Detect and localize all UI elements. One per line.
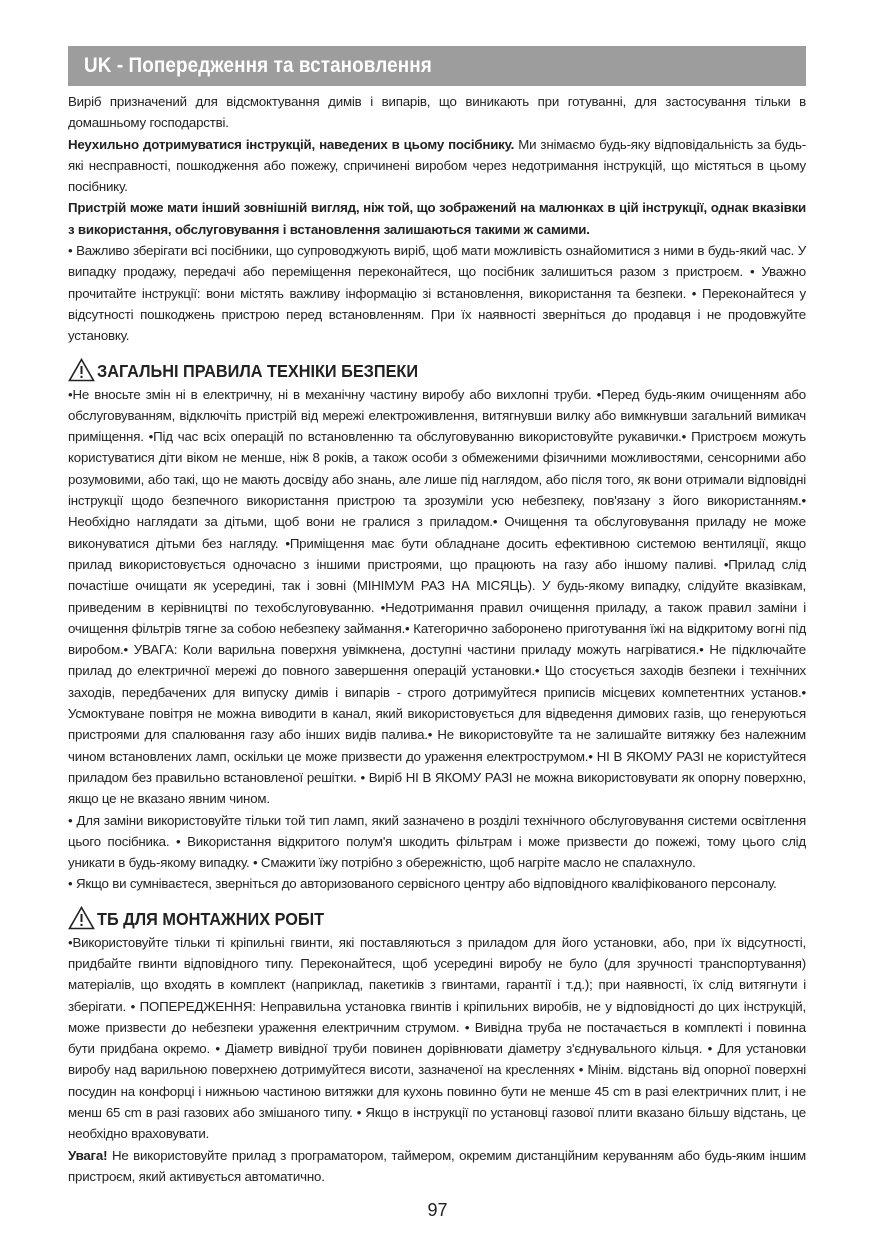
install-paragraph-1: •Використовуйте тільки ті кріпильні гвинти, які поставляються з приладом для його установки, або, при їх відсутності, придбайте гвинти відповідного типу. Переконайтеся, щоб усередині виробу не було (для зручності транспортування) матеріалів, що входять в комплект (наприклад, пакетиків з гвинтами, гарантії і т.д.); при наявності, їх слід витягнути і зберігати. • ПОПЕРЕДЖЕННЯ: Неправильна установка гвинтів і кріпильних виробів, не у відповідності до цих інструкцій, може призвести до небезпеки ураження електричним струмом. • Вивідна труба не постачається в комплекті і повинна бути придбана окремо. • Діаметр вивідної труби повинен дорівнювати діаметру з'єднувального кільця. • Для установки виробу над варильною поверхнею дотримуйтеся висоти, зазначеної на кресленнях • Мінім. відстань від опорної поверхні посудин на конфорці і нижньою частиною витяжки для кухонь повинно бути не менше 45 cm в разі електричних плит, і не менш 65 cm в разі газових або змішаного типу. • Якщо в інструкції по установці газової плити вказано більшу відстань, це необхідно враховувати. [68, 934, 806, 1142]
page-number: 97 [427, 1200, 448, 1220]
safety-section-heading [68, 357, 806, 384]
intro-paragraph-2-text: Ми знімаємо будь-яку відповідальність за будь-які несправності, пошкодження або пожежу, спричинені виробом через недотримання інструкцій, що містяться в цьому посібнику. [68, 136, 806, 195]
section-title-banner [68, 46, 806, 86]
intro-paragraph-3 [68, 197, 806, 240]
page-title: UK - Попередження та встановлення [84, 54, 432, 77]
safety-paragraph-2: • Для заміни використовуйте тільки той тип ламп, який зазначено в розділі технічного обслуговування системи освітлення цього посібника. • Використання відкритого полум'я шкодить фільтрам і може призвести до пожежі, тому цього слід уникати в будь-якому випадку. • Смажити їжу потрібно з обережністю, щоб нагріте масло не спалахнуло. [68, 812, 806, 871]
safety-paragraph-1: •Не вносьте змін ні в електричну, ні в механічну частину виробу або вихлопні труби. •Перед будь-яким очищенням або обслуговуванням, відключіть пристрій від мережі електроживлення, витягнувши вилку або вимкнувши загальний вимикач приміщення. •Під час всіх операцій по встановленню та обслуговуванню використовуйте рукавички.• Пристроєм можуть користуватися діти віком не менше, ніж 8 років, а також особи з обмеженими фізичними можливостями, сенсорними або розумовими, або такі, що не мають досвіду або знань, але лише під наглядом, або після того, як вони отримали відповідні інструкції щодо безпечного використання пристрою та зрозуміли усю небезпеку, пов'язану з його використанням.• Необхідно наглядати за дітьми, щоб вони не гралися з приладом.• Очищення та обслуговування приладу не може виконуватися дітьми без нагляду. •Приміщення має бути обладнане досить ефективною системою вентиляції, якщо прилад використовується одночасно з іншими пристроями, що працюють на газу або іншому паливі. •Прилад слід почастіше очищати як усередині, так і зовні (МІНІМУМ РАЗ НА МІСЯЦЬ). У будь-якому випадку, слідуйте вказівкам, приведеним в керівництві по техобслуговуванню. •Недотримання правил очищення приладу, а також правил заміни і очищення фільтрів тягне за собою небезпеку займання.• Категорично заборонено приготування їжі на відкритому вогні під виробом.• УВАГА: Коли варильна поверхня увімкнена, доступні частини приладу можуть нагріватися.• Не підключайте прилад до електричної мережі до повного завершення операцій установки.• Що стосується заходів безпеки і технічних заходів, передбачених для випуску димів і випарів - строго дотримуйтеся приписів місцевих компетентних установ.• Усмоктуване повітря не можна виводити в канал, який використовується для відведення димових газів, що генеруються пристроями для спалювання газу або інших видів палива.• Не використовуйте та не залишайте витяжку без належним чином встановлених ламп, оскільки це може призвести до ураження електрострумом.• НІ В ЯКОМУ РАЗІ не користуйтеся приладом без правильно встановленої решітки. • Виріб НІ В ЯКОМУ РАЗІ не можна використовувати як опорну поверхню, якщо це не вказано явним чином. [68, 386, 806, 807]
safety-heading-text: ЗАГАЛЬНІ ПРАВИЛА ТЕХНІКИ БЕЗПЕКИ [97, 360, 419, 381]
warning-triangle-icon [68, 358, 95, 382]
intro-paragraph-2 [68, 134, 806, 198]
install-heading-text: ТБ ДЛЯ МОНТАЖНИХ РОБІТ [97, 908, 325, 929]
install-section-heading [68, 905, 806, 932]
install-paragraph-2-bold: Увага! [68, 1147, 108, 1163]
intro-paragraph-1: Виріб призначений для відсмоктування димів і випарів, що виникають при готуванні, для застосування тільки в домашньому господарстві. [68, 94, 806, 131]
intro-paragraph-4: • Важливо зберігати всі посібники, що супроводжують виріб, щоб мати можливість ознайомитися з ними в будь-який час. У випадку продажу, передачі або переміщення переконайтеся, що посібник залишиться разом з пристроєм. • Уважно прочитайте інструкції: вони містять важливу інформацію зі встановлення, використання та безпеки. • Переконайтеся у відсутності пошкоджень пристрою перед встановленням. При їх наявності зверніться до продавця і не продовжуйте установку. [68, 243, 806, 344]
document-body [68, 91, 806, 1187]
warning-triangle-icon [68, 906, 95, 930]
safety-paragraph-3: • Якщо ви сумніваєтеся, зверніться до авторизованого сервісного центру або відповідного кваліфікованого персоналу. [68, 876, 777, 892]
install-paragraph-2 [68, 1145, 806, 1188]
intro-paragraph-3-bold: Пристрій може мати інший зовнішній вигляд, ніж той, що зображений на малюнках в цій інструкції, однак вказівки з використання, обслуговування і встановлення залишаються такими ж самими. [68, 200, 806, 237]
intro-paragraph-2-bold: Неухильно дотримуватися інструкцій, наведених в цьому посібнику. [68, 136, 515, 152]
install-paragraph-2-text: Не використовуйте прилад з програматором, таймером, окремим дистанційним керуванням або будь-яким іншим пристроєм, який активується автоматично. [68, 1147, 806, 1184]
